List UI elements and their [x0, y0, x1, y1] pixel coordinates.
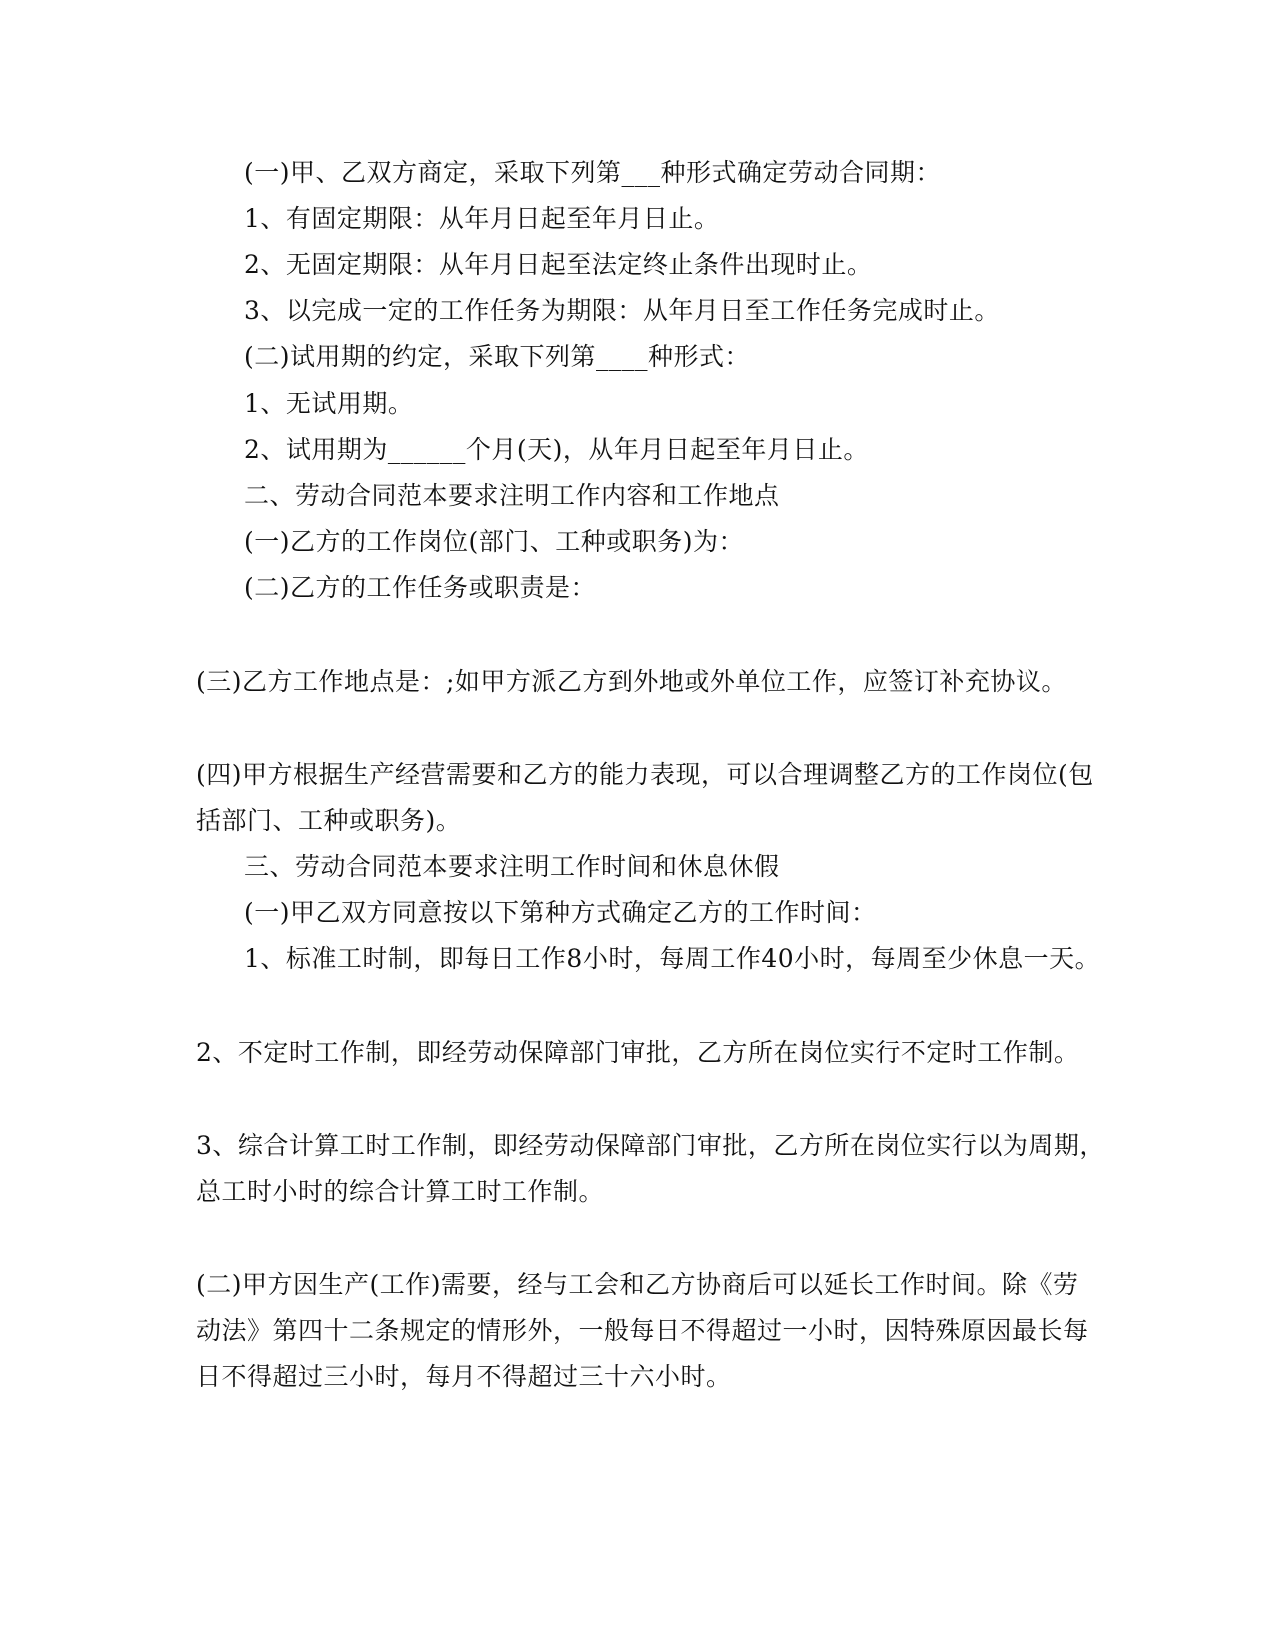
clause-job-position: (一)乙方的工作岗位(部门、工种或职务)为： — [244, 527, 745, 556]
item-comprehensive-hours-cont: 总工时小时的综合计算工时工作制。 — [196, 1177, 605, 1206]
clause-contract-term-form: (一)甲、乙双方商定，采取下列第___种形式确定劳动合同期： — [244, 158, 942, 187]
clause-overtime-cont-2: 日不得超过三小时，每月不得超过三十六小时。 — [196, 1362, 732, 1391]
item-open-term: 2、无固定期限：从年月日起至法定终止条件出现时止。 — [244, 250, 873, 279]
item-task-term: 3、以完成一定的工作任务为期限：从年月日至工作任务完成时止。 — [244, 296, 1000, 325]
clause-job-duties: (二)乙方的工作任务或职责是： — [244, 573, 597, 602]
item-standard-hours: 1、标准工时制，即每日工作8小时，每周工作40小时，每周至少休息一天。 — [244, 944, 1101, 973]
clause-probation-form: (二)试用期的约定，采取下列第____种形式： — [244, 342, 751, 371]
item-no-probation: 1、无试用期。 — [244, 389, 414, 418]
item-fixed-term: 1、有固定期限：从年月日起至年月日止。 — [244, 204, 720, 233]
clause-work-time-method: (一)甲乙双方同意按以下第种方式确定乙方的工作时间： — [244, 898, 877, 927]
clause-position-adjustment: (四)甲方根据生产经营需要和乙方的能力表现，可以合理调整乙方的工作岗位(包 — [196, 760, 1094, 789]
clause-overtime: (二)甲方因生产(工作)需要，经与工会和乙方协商后可以延长工作时间。除《劳 — [196, 1270, 1079, 1299]
section-heading-work-hours: 三、劳动合同范本要求注明工作时间和休息休假 — [244, 852, 780, 881]
item-flexible-hours: 2、不定时工作制，即经劳动保障部门审批，乙方所在岗位实行不定时工作制。 — [196, 1038, 1080, 1067]
section-heading-work-content: 二、劳动合同范本要求注明工作内容和工作地点 — [244, 481, 780, 510]
clause-work-location: (三)乙方工作地点是：;如甲方派乙方到外地或外单位工作，应签订补充协议。 — [196, 667, 1067, 696]
item-comprehensive-hours: 3、综合计算工时工作制，即经劳动保障部门审批，乙方所在岗位实行以为周期， — [196, 1131, 1105, 1160]
item-probation-period: 2、试用期为______个月(天)，从年月日起至年月日止。 — [244, 435, 869, 464]
clause-overtime-cont-1: 动法》第四十二条规定的情形外，一般每日不得超过一小时，因特殊原因最长每 — [196, 1316, 1089, 1345]
clause-position-adjustment-cont: 括部门、工种或职务)。 — [196, 806, 462, 835]
